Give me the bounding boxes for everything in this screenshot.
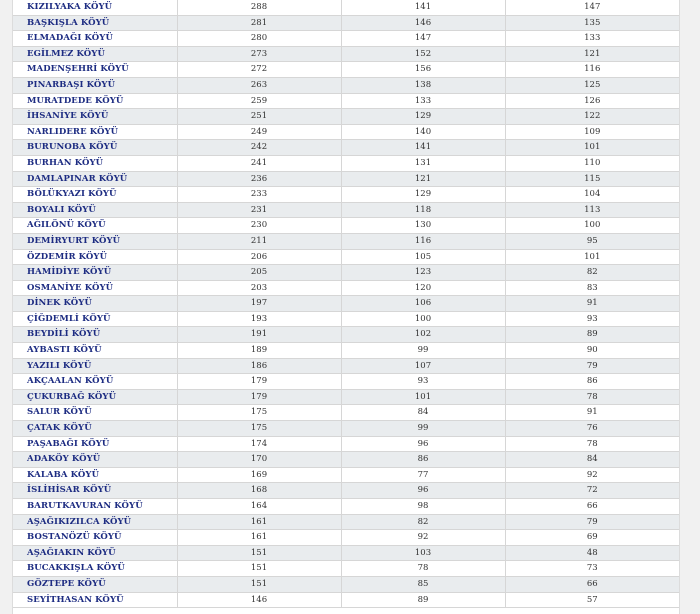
female-population-cell: 121 xyxy=(505,46,679,62)
female-population-cell: 91 xyxy=(505,296,679,312)
village-name-link[interactable]: KIZILYAKA KÖYÜ xyxy=(13,0,177,15)
female-population-cell: 66 xyxy=(505,576,679,592)
female-population-cell: 78 xyxy=(505,389,679,405)
total-population-cell: 179 xyxy=(177,374,341,390)
total-population-cell: 281 xyxy=(177,15,341,31)
female-population-cell: 73 xyxy=(505,561,679,577)
male-population-cell: 141 xyxy=(341,140,505,156)
village-name-link[interactable]: ÇİĞDEMLİ KÖYÜ xyxy=(13,311,177,327)
female-population-cell: 82 xyxy=(505,265,679,281)
female-population-cell: 90 xyxy=(505,343,679,359)
female-population-cell: 101 xyxy=(505,140,679,156)
total-population-cell: 168 xyxy=(177,483,341,499)
female-population-cell: 133 xyxy=(505,31,679,47)
total-population-cell: 169 xyxy=(177,467,341,483)
total-population-cell: 230 xyxy=(177,218,341,234)
table-row xyxy=(13,62,679,78)
village-name-link[interactable]: HAMİDİYE KÖYÜ xyxy=(13,265,177,281)
total-population-cell: 236 xyxy=(177,171,341,187)
table-row xyxy=(13,483,679,499)
total-population-cell: 175 xyxy=(177,421,341,437)
female-population-cell: 79 xyxy=(505,358,679,374)
table-row xyxy=(13,436,679,452)
male-population-cell: 96 xyxy=(341,483,505,499)
male-population-cell: 152 xyxy=(341,46,505,62)
village-name-link[interactable]: BURHAN KÖYÜ xyxy=(13,155,177,171)
female-population-cell: 83 xyxy=(505,280,679,296)
female-population-cell: 135 xyxy=(505,15,679,31)
male-population-cell: 93 xyxy=(341,374,505,390)
male-population-cell: 130 xyxy=(341,218,505,234)
total-population-cell: 189 xyxy=(177,343,341,359)
male-population-cell: 116 xyxy=(341,233,505,249)
total-population-cell: 170 xyxy=(177,452,341,468)
male-population-cell: 99 xyxy=(341,343,505,359)
table-row xyxy=(13,514,679,530)
female-population-cell: 89 xyxy=(505,327,679,343)
table-row xyxy=(13,46,679,62)
male-population-cell: 103 xyxy=(341,545,505,561)
village-name-link[interactable]: DAMLAPINAR KÖYÜ xyxy=(13,171,177,187)
village-name-link[interactable]: PINARBAŞI KÖYÜ xyxy=(13,77,177,93)
table-row xyxy=(13,576,679,592)
table-row xyxy=(13,311,679,327)
female-population-cell: 66 xyxy=(505,499,679,515)
total-population-cell: 203 xyxy=(177,280,341,296)
total-population-cell: 146 xyxy=(177,592,341,608)
female-population-cell: 116 xyxy=(505,62,679,78)
male-population-cell: 99 xyxy=(341,421,505,437)
male-population-cell: 107 xyxy=(341,358,505,374)
male-population-cell: 146 xyxy=(341,15,505,31)
total-population-cell: 233 xyxy=(177,187,341,203)
village-name-link[interactable]: GÖZTEPE KÖYÜ xyxy=(13,576,177,592)
female-population-cell: 125 xyxy=(505,77,679,93)
female-population-cell: 72 xyxy=(505,483,679,499)
total-population-cell: 205 xyxy=(177,265,341,281)
male-population-cell: 78 xyxy=(341,561,505,577)
table-row xyxy=(13,202,679,218)
table-row xyxy=(13,545,679,561)
total-population-cell: 242 xyxy=(177,140,341,156)
table-row xyxy=(13,155,679,171)
table-row xyxy=(13,452,679,468)
male-population-cell: 147 xyxy=(341,31,505,47)
male-population-cell: 101 xyxy=(341,389,505,405)
total-population-cell: 175 xyxy=(177,405,341,421)
table-row xyxy=(13,140,679,156)
table-row xyxy=(13,249,679,265)
female-population-cell: 91 xyxy=(505,405,679,421)
female-population-cell: 57 xyxy=(505,592,679,608)
table-row xyxy=(13,467,679,483)
female-population-cell: 122 xyxy=(505,109,679,125)
male-population-cell: 102 xyxy=(341,327,505,343)
female-population-cell: 115 xyxy=(505,171,679,187)
total-population-cell: 151 xyxy=(177,545,341,561)
male-population-cell: 106 xyxy=(341,296,505,312)
female-population-cell: 147 xyxy=(505,0,679,15)
village-name-link[interactable]: AŞAĞIAKIN KÖYÜ xyxy=(13,545,177,561)
male-population-cell: 89 xyxy=(341,592,505,608)
female-population-cell: 104 xyxy=(505,187,679,203)
total-population-cell: 259 xyxy=(177,93,341,109)
table-row xyxy=(13,233,679,249)
village-name-link[interactable]: AKÇAALAN KÖYÜ xyxy=(13,374,177,390)
village-name-link[interactable]: ÇATAK KÖYÜ xyxy=(13,421,177,437)
table-row xyxy=(13,499,679,515)
male-population-cell: 120 xyxy=(341,280,505,296)
total-population-cell: 197 xyxy=(177,296,341,312)
female-population-cell: 113 xyxy=(505,202,679,218)
table-row xyxy=(13,561,679,577)
village-name-link[interactable]: MURATDEDE KÖYÜ xyxy=(13,93,177,109)
village-name-link[interactable]: NARLIDERE KÖYÜ xyxy=(13,124,177,140)
table-row xyxy=(13,31,679,47)
male-population-cell: 85 xyxy=(341,576,505,592)
village-name-link[interactable]: ADAKÖY KÖYÜ xyxy=(13,452,177,468)
table-row xyxy=(13,296,679,312)
female-population-cell: 86 xyxy=(505,374,679,390)
table-row xyxy=(13,124,679,140)
village-name-link[interactable]: BOSTANÖZÜ KÖYÜ xyxy=(13,530,177,546)
village-name-link[interactable]: DİNEK KÖYÜ xyxy=(13,296,177,312)
female-population-cell: 79 xyxy=(505,514,679,530)
male-population-cell: 156 xyxy=(341,62,505,78)
male-population-cell: 100 xyxy=(341,311,505,327)
total-population-cell: 193 xyxy=(177,311,341,327)
table-row xyxy=(13,0,679,15)
village-name-link[interactable]: BUCAKKIŞLA KÖYÜ xyxy=(13,561,177,577)
village-name-link[interactable]: BAŞKIŞLA KÖYÜ xyxy=(13,15,177,31)
male-population-cell: 140 xyxy=(341,124,505,140)
total-population-cell: 164 xyxy=(177,499,341,515)
table-row xyxy=(13,592,679,608)
male-population-cell: 131 xyxy=(341,155,505,171)
female-population-cell: 48 xyxy=(505,545,679,561)
village-name-link[interactable]: BEYDİLİ KÖYÜ xyxy=(13,327,177,343)
total-population-cell: 272 xyxy=(177,62,341,78)
village-name-link[interactable]: PAŞABAĞI KÖYÜ xyxy=(13,436,177,452)
female-population-cell: 126 xyxy=(505,93,679,109)
village-name-link[interactable]: ÇUKURBAĞ KÖYÜ xyxy=(13,389,177,405)
male-population-cell: 98 xyxy=(341,499,505,515)
village-name-link[interactable]: DEMİRYURT KÖYÜ xyxy=(13,233,177,249)
population-table-panel xyxy=(12,0,680,614)
total-population-cell: 191 xyxy=(177,327,341,343)
village-name-link[interactable]: AĞILÖNÜ KÖYÜ xyxy=(13,218,177,234)
male-population-cell: 82 xyxy=(341,514,505,530)
table-body xyxy=(13,0,679,608)
female-population-cell: 78 xyxy=(505,436,679,452)
table-row xyxy=(13,187,679,203)
table-row xyxy=(13,280,679,296)
total-population-cell: 280 xyxy=(177,31,341,47)
table-row xyxy=(13,218,679,234)
table-row xyxy=(13,15,679,31)
female-population-cell: 69 xyxy=(505,530,679,546)
village-name-link[interactable]: KALABA KÖYÜ xyxy=(13,467,177,483)
total-population-cell: 151 xyxy=(177,576,341,592)
female-population-cell: 92 xyxy=(505,467,679,483)
total-population-cell: 161 xyxy=(177,514,341,530)
table-row xyxy=(13,265,679,281)
total-population-cell: 174 xyxy=(177,436,341,452)
total-population-cell: 211 xyxy=(177,233,341,249)
male-population-cell: 96 xyxy=(341,436,505,452)
female-population-cell: 93 xyxy=(505,311,679,327)
village-name-link[interactable]: ÖZDEMİR KÖYÜ xyxy=(13,249,177,265)
total-population-cell: 288 xyxy=(177,0,341,15)
village-population-table xyxy=(13,0,679,608)
village-name-link[interactable]: SEYİTHASAN KÖYÜ xyxy=(13,592,177,608)
total-population-cell: 179 xyxy=(177,389,341,405)
total-population-cell: 251 xyxy=(177,109,341,125)
female-population-cell: 101 xyxy=(505,249,679,265)
table-row xyxy=(13,405,679,421)
table-row xyxy=(13,109,679,125)
village-name-link[interactable]: AYBASTI KÖYÜ xyxy=(13,343,177,359)
table-row xyxy=(13,374,679,390)
male-population-cell: 121 xyxy=(341,171,505,187)
table-row xyxy=(13,343,679,359)
male-population-cell: 123 xyxy=(341,265,505,281)
male-population-cell: 129 xyxy=(341,187,505,203)
table-row xyxy=(13,93,679,109)
village-name-link[interactable]: İSLİHİSAR KÖYÜ xyxy=(13,483,177,499)
female-population-cell: 100 xyxy=(505,218,679,234)
village-name-link[interactable]: SALUR KÖYÜ xyxy=(13,405,177,421)
table-row xyxy=(13,358,679,374)
male-population-cell: 92 xyxy=(341,530,505,546)
female-population-cell: 95 xyxy=(505,233,679,249)
village-name-link[interactable]: EGİLMEZ KÖYÜ xyxy=(13,46,177,62)
village-name-link[interactable]: BÖLÜKYAZI KÖYÜ xyxy=(13,187,177,203)
male-population-cell: 84 xyxy=(341,405,505,421)
total-population-cell: 273 xyxy=(177,46,341,62)
total-population-cell: 249 xyxy=(177,124,341,140)
village-name-link[interactable]: OSMANİYE KÖYÜ xyxy=(13,280,177,296)
village-name-link[interactable]: YAZILI KÖYÜ xyxy=(13,358,177,374)
male-population-cell: 86 xyxy=(341,452,505,468)
total-population-cell: 241 xyxy=(177,155,341,171)
village-name-link[interactable]: ELMADAĞI KÖYÜ xyxy=(13,31,177,47)
total-population-cell: 263 xyxy=(177,77,341,93)
table-row xyxy=(13,171,679,187)
female-population-cell: 110 xyxy=(505,155,679,171)
table-row xyxy=(13,421,679,437)
village-name-link[interactable]: BOYALI KÖYÜ xyxy=(13,202,177,218)
village-name-link[interactable]: İHSANİYE KÖYÜ xyxy=(13,109,177,125)
male-population-cell: 141 xyxy=(341,0,505,15)
male-population-cell: 133 xyxy=(341,93,505,109)
table-row xyxy=(13,327,679,343)
female-population-cell: 84 xyxy=(505,452,679,468)
village-name-link[interactable]: AŞAĞIKIZILCA KÖYÜ xyxy=(13,514,177,530)
male-population-cell: 105 xyxy=(341,249,505,265)
total-population-cell: 231 xyxy=(177,202,341,218)
total-population-cell: 161 xyxy=(177,530,341,546)
male-population-cell: 129 xyxy=(341,109,505,125)
village-name-link[interactable]: MADENŞEHRİ KÖYÜ xyxy=(13,62,177,78)
table-row xyxy=(13,530,679,546)
total-population-cell: 206 xyxy=(177,249,341,265)
female-population-cell: 76 xyxy=(505,421,679,437)
total-population-cell: 186 xyxy=(177,358,341,374)
male-population-cell: 138 xyxy=(341,77,505,93)
male-population-cell: 118 xyxy=(341,202,505,218)
male-population-cell: 77 xyxy=(341,467,505,483)
village-name-link[interactable]: BURUNOBA KÖYÜ xyxy=(13,140,177,156)
female-population-cell: 109 xyxy=(505,124,679,140)
table-row xyxy=(13,77,679,93)
village-name-link[interactable]: BARUTKAVURAN KÖYÜ xyxy=(13,499,177,515)
table-row xyxy=(13,389,679,405)
total-population-cell: 151 xyxy=(177,561,341,577)
